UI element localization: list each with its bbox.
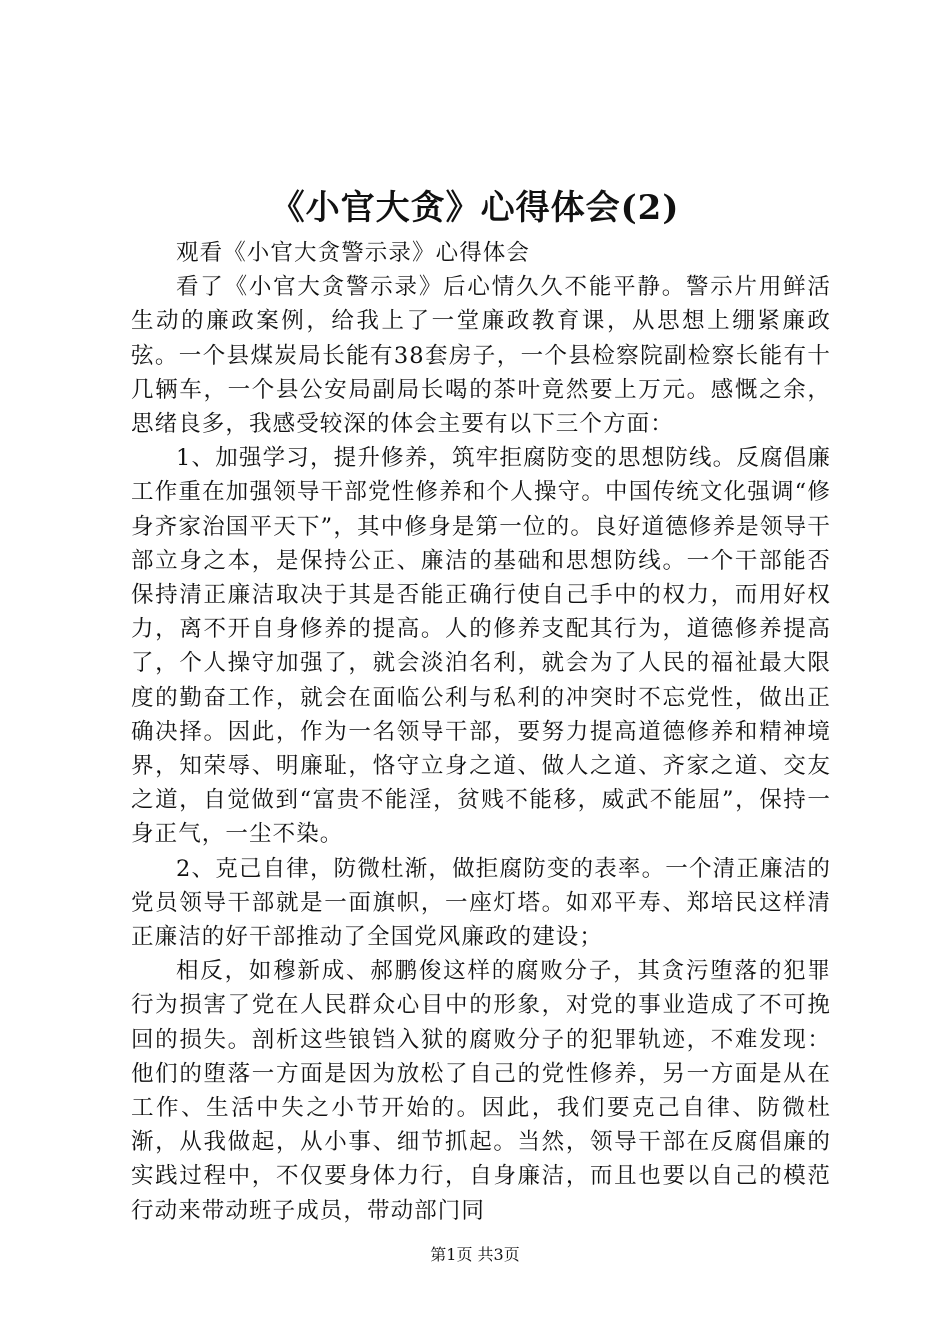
- paragraph-point-2-continued: 相反，如穆新成、郝鹏俊这样的腐败分子，其贪污堕落的犯罪行为损害了党在人民群众心目中的形象，对党的事业造成了不可挽回的损失。剖析这些锒铛入狱的腐败分子的犯罪轨迹，不难发现：他们的堕落一方面是因为放松了自己的党性修养，另一方面是从在工作、生活中失之小节开始的。因此，我们要克己自律、防微杜渐，从我做起，从小事、细节抓起。当然，领导干部在反腐倡廉的实践过程中，不仅要身体力行，自身廉洁，而且也要以自己的模范行动来带动班子成员，带动部门同: [131, 958, 831, 1224]
- document-body: [131, 236, 831, 1228]
- paragraph-point-2: 2、克己自律，防微杜渐，做拒腐防变的表率。一个清正廉洁的党员领导干部就是一面旗帜，一座灯塔。如邓平寿、郑培民这样清正廉洁的好干部推动了全国党风廉政的建设；: [131, 855, 831, 951]
- paragraph-point-1: 1、加强学习，提升修养，筑牢拒腐防变的思想防线。反腐倡廉工作重在加强领导干部党性修养和个人操守。中国传统文化强调“修身齐家治国平天下”，其中修身是第一位的。良好道德修养是领导干部立身之本，是保持公正、廉洁的基础和思想防线。一个干部能否保持清正廉洁取决于其是否能正确行使自己手中的权力，而用好权力，离不开自身修养的提高。人的修养支配其行为，道德修养提高了，个人操守加强了，就会淡泊名利，就会为了人民的福祉最大限度的勤奋工作，就会在面临公利与私利的冲突时不忘党性，做出正确决择。因此，作为一名领导干部，要努力提高道德修养和精神境界，知荣辱、明廉耻，恪守立身之道、做人之道、齐家之道、交友之道，自觉做到“富贵不能淫，贫贱不能移，威武不能屈”，保持一身正气，一尘不染。: [131, 445, 831, 848]
- paragraph-subtitle: 观看《小官大贪警示录》心得体会: [176, 240, 531, 266]
- document-title: 《小官大贪》心得体会(2): [270, 188, 680, 228]
- page-number-footer: 第1页 共3页: [430, 1245, 520, 1264]
- paragraph-intro: 看了《小官大贪警示录》后心情久久不能平静。警示片用鲜活生动的廉政案例，给我上了一堂廉政教育课，从思想上绷紧廉政弦。一个县煤炭局长能有38套房子，一个县检察院副检察长能有十几辆车，一个县公安局副局长喝的茶叶竟然要上万元。感慨之余，思绪良多，我感受较深的体会主要有以下三个方面：: [131, 274, 831, 438]
